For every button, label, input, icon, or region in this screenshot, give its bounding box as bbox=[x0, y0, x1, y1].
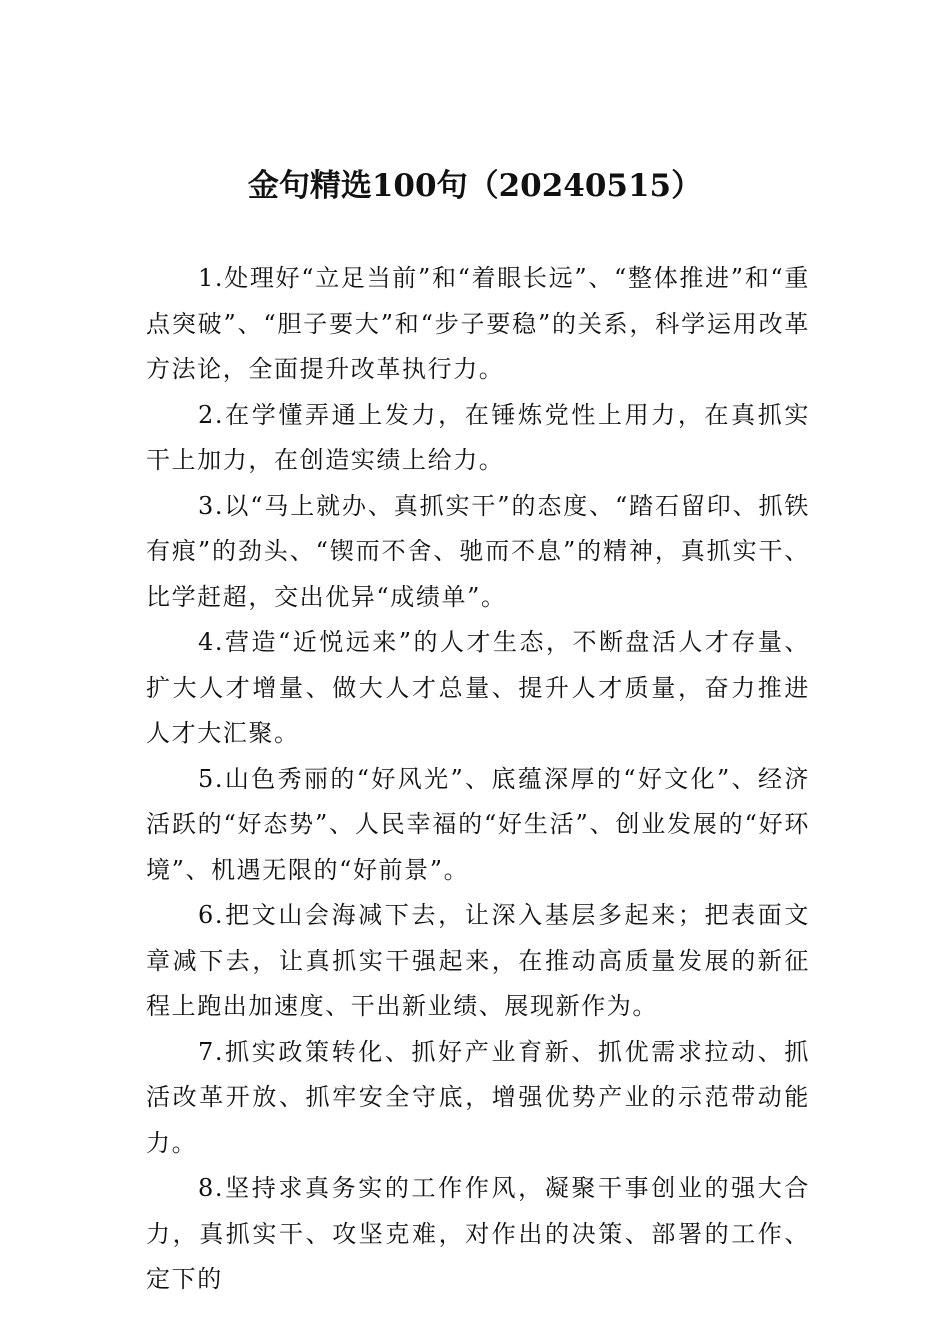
paragraph-2: 2.在学懂弄通上发力，在锤炼党性上用力，在真抓实干上加力，在创造实绩上给力。 bbox=[146, 400, 810, 474]
paragraph-8: 8.坚持求真务实的工作作风，凝聚干事创业的强大合力，真抓实干、攻坚克难，对作出的决策、部署的工作、定下的 bbox=[146, 1174, 810, 1293]
paragraph-7: 7.抓实政策转化、抓好产业育新、抓优需求拉动、抓活改革开放、抓牢安全守底，增强优势产业的示范带动能力。 bbox=[146, 1037, 810, 1157]
document-title: 金句精选100句（20240515） bbox=[247, 168, 703, 204]
document-body bbox=[146, 256, 810, 1303]
paragraph-5: 5.山色秀丽的“好风光”、底蕴深厚的“好文化”、经济活跃的“好态势”、人民幸福的“好生活”、创业发展的“好环境”、机遇无限的“好前景”。 bbox=[146, 764, 810, 884]
paragraph-6: 6.把文山会海减下去，让深入基层多起来；把表面文章减下去，让真抓实干强起来，在推动高质量发展的新征程上跑出加速度、干出新业绩、展现新作为。 bbox=[146, 901, 810, 1020]
paragraph-3: 3.以“马上就办、真抓实干”的态度、“踏石留印、抓铁有痕”的劲头、“锲而不舍、驰而不息”的精神，真抓实干、比学赶超，交出优异“成绩单”。 bbox=[146, 491, 810, 611]
paragraph-4: 4.营造“近悦远来”的人才生态，不断盘活人才存量、扩大人才增量、做大人才总量、提升人才质量，奋力推进人才大汇聚。 bbox=[146, 628, 810, 747]
paragraph-1: 1.处理好“立足当前”和“着眼长远”、“整体推进”和“重点突破”、“胆子要大”和“步子要稳”的关系，科学运用改革方法论，全面提升改革执行力。 bbox=[146, 264, 810, 383]
